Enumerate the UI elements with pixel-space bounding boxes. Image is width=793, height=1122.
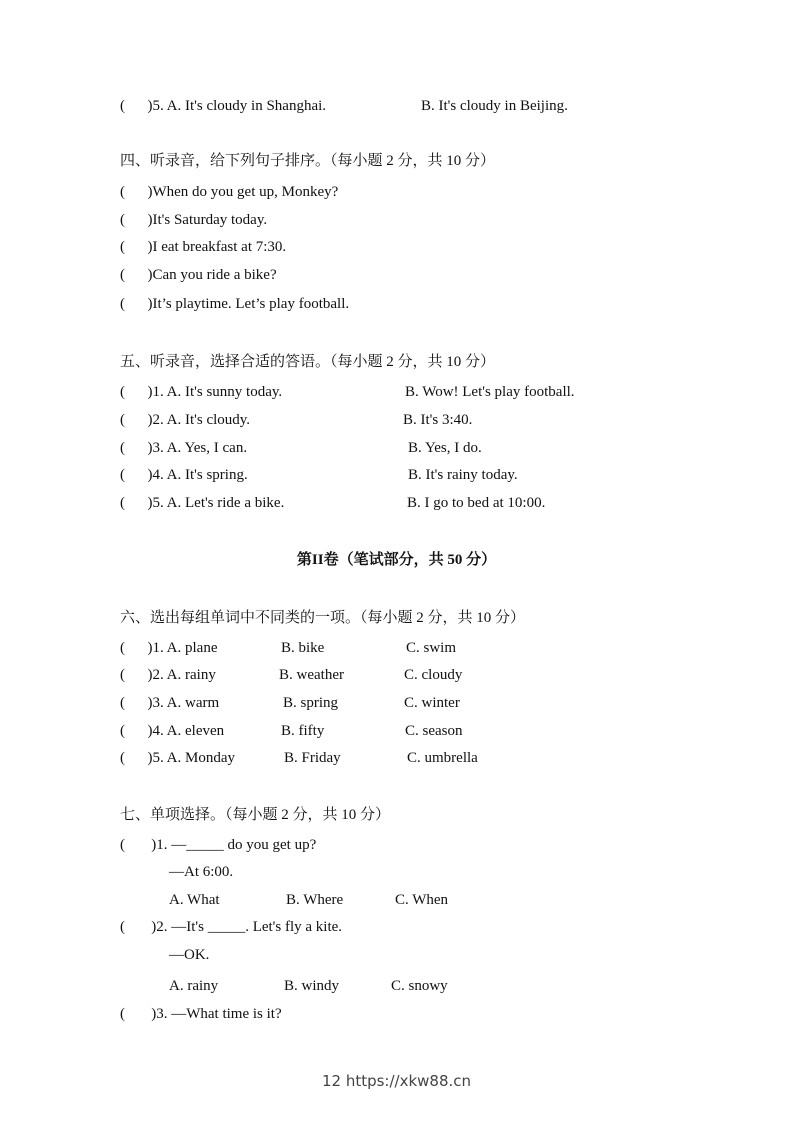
section-7-question-1-option-b: B. Where: [286, 892, 344, 908]
section-6-item-b: B. fifty: [281, 723, 325, 739]
section-6-item-c: C. swim: [406, 640, 457, 656]
section-6-heading: 六、选出每组单词中不同类的一项。（每小题 2 分，共 10 分）: [120, 610, 526, 626]
section-6-item-a: ( )1. A. plane: [120, 640, 218, 656]
section-7-question-1-stem: ( )1. —_____ do you get up?: [120, 837, 317, 853]
section-4-heading: 四、听录音，给下列句子排序。（每小题 2 分，共 10 分）: [120, 153, 496, 169]
section-4-item: ( )It’s playtime. Let’s play football.: [120, 296, 350, 312]
section-6-item-b: B. bike: [281, 640, 325, 656]
section-5-heading: 五、听录音，选择合适的答语。（每小题 2 分，共 10 分）: [120, 354, 496, 370]
section-7-question-1-option-a: A. What: [169, 892, 220, 908]
section-7-question-2-option-a: A. rainy: [169, 978, 219, 994]
section-6-item-a: ( )4. A. eleven: [120, 723, 225, 739]
section-5-item-a: ( )4. A. It's spring.: [120, 467, 248, 483]
section-5-item-b: B. It's rainy today.: [408, 467, 518, 483]
section-7-question-2-stem: ( )2. —It's _____. Let's fly a kite.: [120, 919, 343, 935]
section-6-item-a: ( )5. A. Monday: [120, 750, 235, 766]
section-6-item-b: B. Friday: [284, 750, 341, 766]
section-6-item-c: C. winter: [404, 695, 460, 711]
section-4-item: ( )When do you get up, Monkey?: [120, 184, 339, 200]
section-4-item: ( )It's Saturday today.: [120, 212, 268, 228]
section-6-item-c: C. umbrella: [407, 750, 478, 766]
section-7-question-1-reply: —At 6:00.: [169, 864, 234, 880]
section-7-question-2-reply: —OK.: [169, 947, 210, 963]
section-7-heading: 七、单项选择。（每小题 2 分，共 10 分）: [120, 807, 391, 823]
section-6-item-b: B. weather: [279, 667, 344, 683]
section-7-question-3-stem: ( )3. —What time is it?: [120, 1006, 282, 1022]
section-5-item-b: B. I go to bed at 10:00.: [407, 495, 546, 511]
section-6-item-a: ( )2. A. rainy: [120, 667, 216, 683]
section-6-item-c: C. season: [405, 723, 463, 739]
section-5-item-b: B. Yes, I do.: [408, 440, 482, 456]
section-5-item-a: ( )3. A. Yes, I can.: [120, 440, 248, 456]
section-5-item-b: B. Wow! Let's play football.: [405, 384, 575, 400]
question-5-option-a: ( )5. A. It's cloudy in Shanghai.: [120, 98, 327, 114]
section-4-item: ( )Can you ride a bike?: [120, 267, 277, 283]
section-6-item-b: B. spring: [283, 695, 339, 711]
section-5-item-b: B. It's 3:40.: [403, 412, 473, 428]
part-2-title: 第II卷（笔试部分，共 50 分）: [296, 552, 497, 568]
section-6-item-c: C. cloudy: [404, 667, 463, 683]
page-footer: 12 https://xkw88.cn: [321, 1072, 472, 1090]
question-5-option-b: B. It's cloudy in Beijing.: [421, 98, 568, 114]
section-4-item: ( )I eat breakfast at 7:30.: [120, 239, 287, 255]
section-7-question-1-option-c: C. When: [395, 892, 449, 908]
section-7-question-2-option-c: C. snowy: [391, 978, 448, 994]
section-7-question-2-option-b: B. windy: [284, 978, 340, 994]
section-5-item-a: ( )1. A. It's sunny today.: [120, 384, 283, 400]
section-6-item-a: ( )3. A. warm: [120, 695, 220, 711]
section-5-item-a: ( )5. A. Let's ride a bike.: [120, 495, 285, 511]
section-5-item-a: ( )2. A. It's cloudy.: [120, 412, 251, 428]
